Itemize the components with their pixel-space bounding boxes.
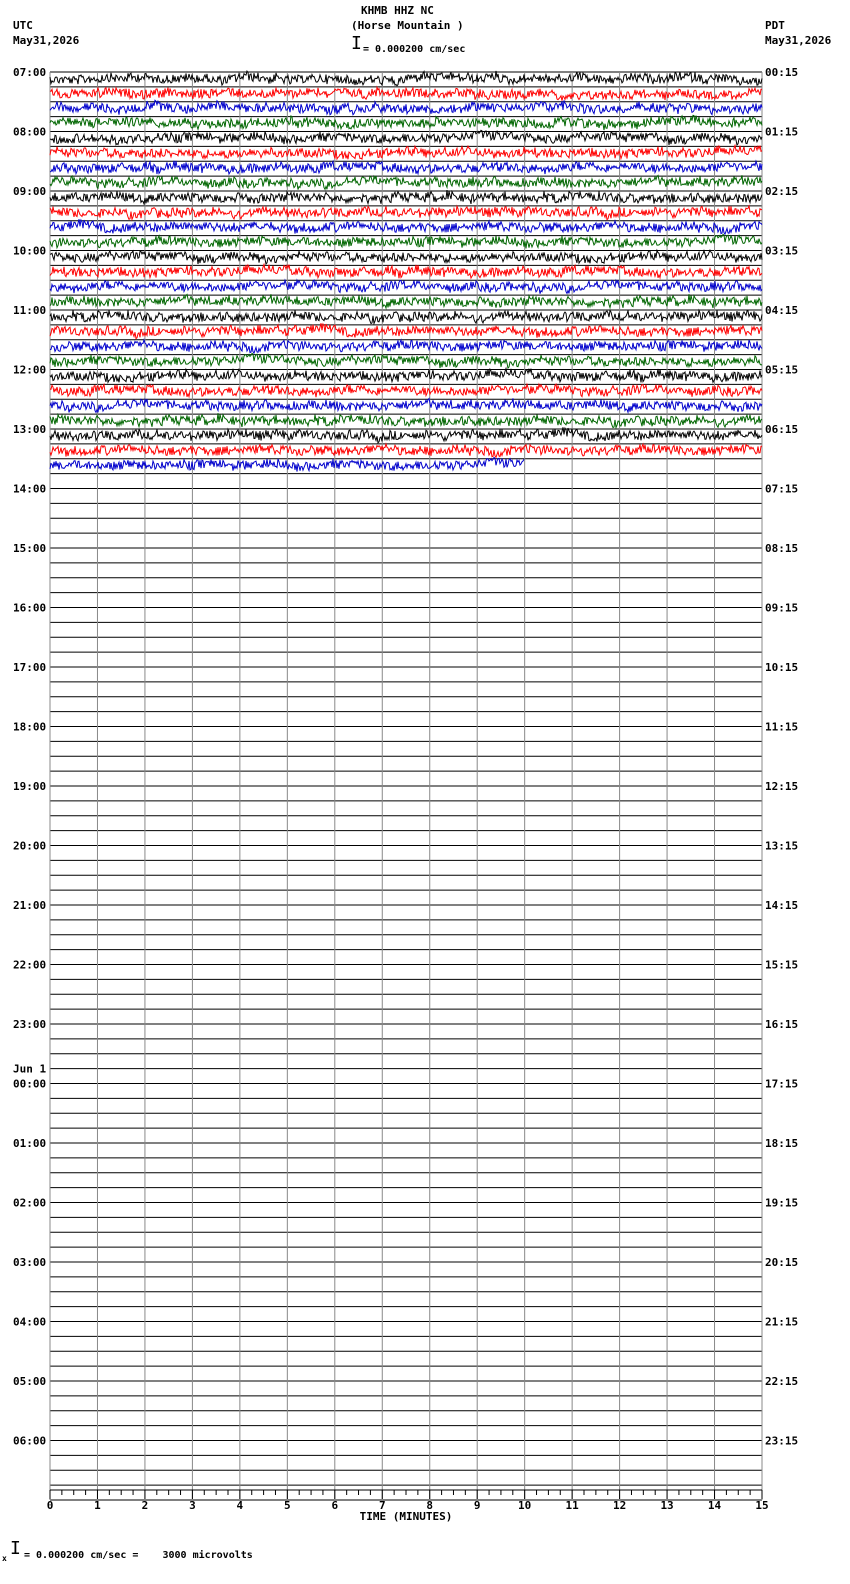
seismic-trace-row-18 (50, 340, 762, 353)
utc-hour-label: 16:00 (13, 601, 47, 615)
utc-hour-label: 14:00 (13, 482, 47, 496)
right-timezone: PDT (765, 19, 785, 32)
x-tick-label: 1 (94, 1499, 101, 1512)
pdt-hour-label: 14:15 (765, 899, 799, 912)
footer-marker: x (2, 1554, 7, 1563)
seismic-trace-row-19 (50, 353, 762, 368)
utc-hour-label: 19:00 (13, 780, 47, 793)
pdt-hour-label: 09:15 (765, 601, 799, 615)
pdt-hour-label: 06:15 (765, 423, 799, 436)
seismic-trace-row-24 (50, 427, 762, 443)
pdt-hour-label: 19:15 (765, 1196, 799, 1210)
utc-hour-label: 03:00 (13, 1256, 47, 1269)
x-tick-label: 12 (612, 1499, 627, 1512)
x-axis-title: TIME (MINUTES) (359, 1510, 453, 1523)
x-tick-label: 15 (755, 1499, 769, 1512)
pdt-hour-label: 05:15 (765, 363, 799, 377)
seismic-trace-row-12 (50, 250, 762, 264)
seismic-trace-row-2 (50, 100, 762, 115)
seismic-trace-row-4 (50, 130, 762, 145)
utc-hour-label: 10:00 (13, 244, 47, 258)
seismic-trace-row-17 (50, 323, 762, 338)
utc-hour-label: 11:00 (13, 304, 47, 317)
pdt-hour-label: 10:15 (765, 661, 799, 674)
x-tick-label: 10 (518, 1499, 532, 1512)
x-tick-label: 3 (189, 1499, 196, 1512)
utc-hour-label: 01:00 (13, 1137, 47, 1150)
seismic-trace-row-3 (50, 115, 762, 130)
pdt-hour-label: 12:15 (765, 780, 799, 793)
utc-hour-label: 15:00 (13, 542, 47, 555)
seismic-trace-row-25 (50, 444, 762, 457)
right-date: May31,2026 (765, 34, 832, 47)
seismic-trace-row-9 (50, 206, 762, 220)
seismic-trace-row-7 (50, 175, 762, 189)
utc-hour-label: 04:00 (13, 1315, 47, 1329)
x-tick-label: 7 (378, 1499, 386, 1512)
left-date: May31,2026 (13, 34, 80, 47)
seismic-trace-row-20 (50, 369, 762, 383)
pdt-hour-label: 01:15 (765, 125, 799, 139)
utc-hour-label: 20:00 (13, 839, 47, 853)
pdt-hour-label: 07:15 (765, 482, 799, 496)
x-tick-label: 9 (473, 1499, 481, 1512)
station-title: KHMB HHZ NC (361, 4, 434, 17)
utc-hour-label: 12:00 (13, 363, 47, 377)
scale-label: = 0.000200 cm/sec (363, 44, 466, 55)
pdt-hour-label: 00:15 (765, 66, 799, 79)
pdt-hour-label: 03:15 (765, 244, 799, 258)
utc-hour-label: 05:00 (13, 1375, 47, 1388)
x-tick-label: 11 (565, 1499, 579, 1512)
pdt-hour-label: 16:15 (765, 1018, 799, 1031)
seismic-trace-row-6 (50, 161, 762, 174)
seismic-trace-row-21 (50, 384, 762, 397)
scale-bar-icon: I (351, 33, 362, 54)
utc-hour-label: 23:00 (13, 1018, 47, 1031)
pdt-hour-label: 18:15 (765, 1137, 799, 1150)
left-timezone: UTC (13, 19, 33, 32)
pdt-hour-label: 08:15 (765, 542, 799, 555)
utc-hour-label: 02:00 (13, 1196, 47, 1210)
pdt-hour-label: 11:15 (765, 720, 799, 734)
pdt-hour-label: 23:15 (765, 1434, 799, 1448)
x-tick-label: 5 (284, 1499, 291, 1512)
seismic-trace-row-23 (50, 413, 762, 427)
seismic-trace-row-1 (50, 87, 762, 100)
pdt-hour-label: 15:15 (765, 958, 799, 972)
seismic-trace-row-0 (50, 71, 762, 86)
pdt-hour-label: 13:15 (765, 839, 799, 853)
utc-hour-label: 09:00 (13, 185, 47, 198)
pdt-hour-label: 21:15 (765, 1315, 799, 1329)
seismic-trace-row-10 (50, 219, 762, 234)
utc-hour-label: 06:00 (13, 1434, 47, 1448)
x-tick-label: 8 (426, 1499, 434, 1512)
pdt-hour-label: 20:15 (765, 1256, 799, 1269)
seismic-trace-row-15 (50, 294, 762, 308)
seismic-trace-row-14 (50, 280, 762, 294)
utc-hour-label: 22:00 (13, 958, 47, 972)
x-tick-label: 0 (46, 1499, 54, 1512)
x-tick-label: 6 (331, 1499, 339, 1512)
utc-hour-label: 13:00 (13, 423, 47, 436)
utc-hour-label: 18:00 (13, 720, 47, 734)
utc-hour-label: 07:00 (13, 66, 47, 79)
utc-hour-label: 21:00 (13, 899, 47, 912)
footer-scale-label: = 0.000200 cm/sec = 3000 microvolts (24, 1550, 253, 1561)
station-location: (Horse Mountain ) (351, 19, 464, 32)
seismic-trace-row-16 (50, 310, 762, 323)
pdt-hour-label: 04:15 (765, 304, 799, 317)
x-tick-label: 14 (707, 1499, 722, 1512)
seismic-trace-row-13 (50, 264, 762, 278)
utc-hour-label: 17:00 (13, 661, 47, 674)
seismic-trace-row-22 (50, 398, 762, 412)
x-tick-label: 4 (236, 1499, 244, 1512)
pdt-hour-label: 17:15 (765, 1077, 799, 1091)
seismic-trace-row-8 (50, 190, 762, 204)
seismic-trace-row-5 (50, 145, 762, 159)
utc-hour-label: 08:00 (13, 125, 47, 139)
utc-hour-label: 00:00 (13, 1077, 47, 1091)
x-tick-label: 13 (660, 1499, 674, 1512)
x-tick-label: 2 (141, 1499, 149, 1512)
seismic-trace-row-11 (50, 234, 762, 248)
footer-scale-bar-icon: I (10, 1538, 21, 1559)
pdt-hour-label: 22:15 (765, 1375, 799, 1388)
date-change-label: Jun 1 (13, 1062, 47, 1076)
pdt-hour-label: 02:15 (765, 185, 799, 198)
